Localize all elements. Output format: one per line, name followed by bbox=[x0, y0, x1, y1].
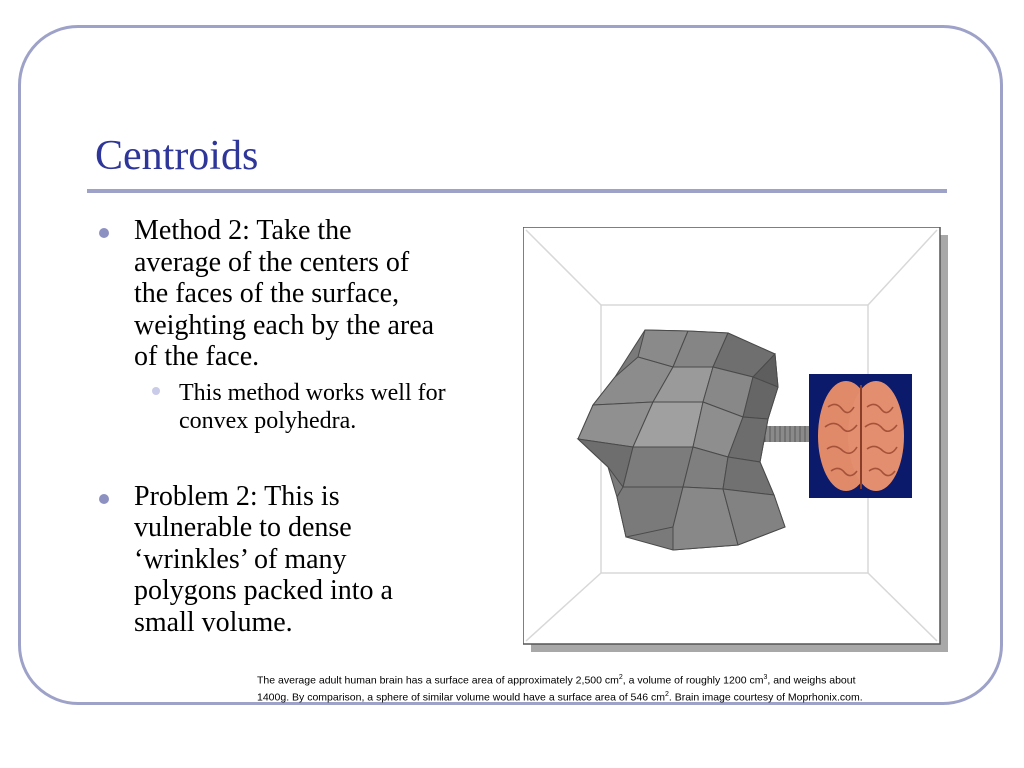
caption-text: , and weighs about bbox=[767, 674, 856, 687]
caption-sup: 3 bbox=[763, 674, 768, 681]
bullet-line: ‘wrinkles’ of many bbox=[134, 543, 347, 575]
bullet-line: Problem 2: This is bbox=[134, 480, 340, 512]
bullet-line: weighting each by the area bbox=[134, 309, 435, 341]
caption-sup: 2 bbox=[664, 690, 669, 698]
bullet-line: polygons packed into a bbox=[134, 575, 393, 606]
sub-bullet-line: This method works well for bbox=[179, 379, 446, 406]
caption-text: 1400g. By comparison, a sphere of similar volume would have a surface area of 546 cm bbox=[257, 691, 665, 703]
sub-bullet-line: convex polyhedra. bbox=[179, 407, 357, 434]
bullet-line: of the face. bbox=[134, 341, 260, 372]
caption-sup: 2 bbox=[618, 674, 623, 681]
centroid-figure bbox=[523, 227, 948, 652]
caption-text: The average adult human brain has a surface area of approximately 2,500 cm bbox=[257, 674, 619, 687]
brain-image bbox=[809, 374, 912, 498]
bullet-line: the faces of the surface, bbox=[134, 278, 400, 309]
bullet-problem-2 bbox=[97, 481, 517, 639]
caption-text: . Brain image courtesy of Moprhonix.com. bbox=[668, 691, 863, 703]
sub-bullet-dot bbox=[152, 387, 160, 395]
bullet-line: vulnerable to dense bbox=[134, 512, 352, 543]
slide-title: Centroids bbox=[95, 133, 259, 179]
figure-caption bbox=[257, 671, 947, 704]
bullet-list bbox=[97, 215, 517, 638]
bullet-dot bbox=[99, 228, 109, 238]
connector-rod bbox=[761, 426, 811, 442]
title-divider bbox=[87, 189, 947, 193]
bullet-line: average of the centers of bbox=[134, 246, 410, 278]
caption-text: , a volume of roughly 1200 cm bbox=[622, 674, 764, 687]
bullet-method-2 bbox=[97, 215, 517, 373]
bullet-dot bbox=[99, 494, 109, 504]
sub-bullet-convex bbox=[179, 379, 517, 435]
bullet-line: Method 2: Take the bbox=[134, 215, 352, 246]
bullet-line: small volume. bbox=[134, 606, 293, 638]
